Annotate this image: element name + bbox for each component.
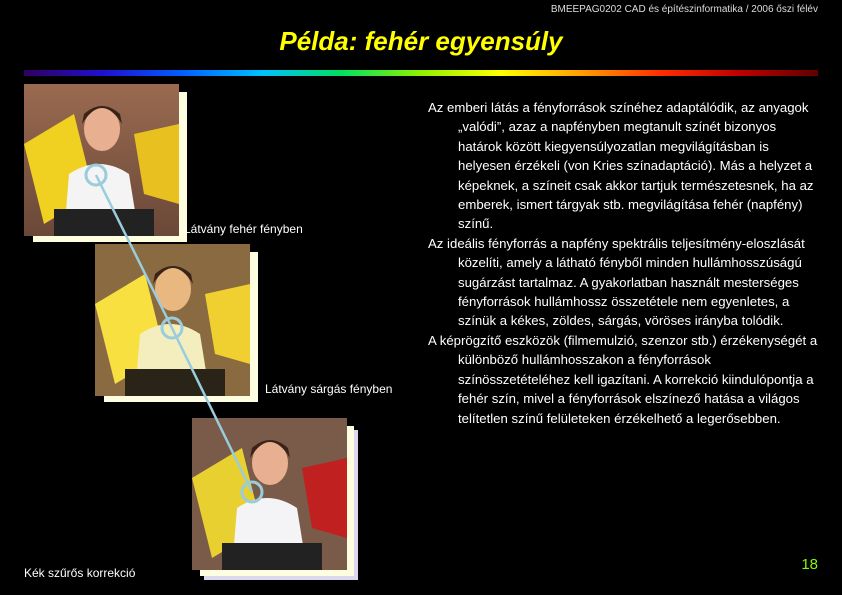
paragraph: A képrögzítő eszközök (filmemulzió, szenzor stb.) érzékenységét a különböző hullámhosszakon a fényforrások színösszetételéhez kell igazítani. A korrekció kiindulópontja a fehér szín, mivel a fényforrások elszínező hatása a világos telítetlen színű felületeken érzékelhető a legerősebben.: [428, 332, 818, 426]
connector-line: [172, 328, 252, 492]
course-header: BMEEPAG0202 CAD és építészinformatika / 2006 őszi félév: [550, 4, 818, 15]
photo-label-blue: Kék szűrős korrekció: [24, 566, 136, 580]
body-text: [428, 98, 822, 428]
photo-label-yellow: Látvány sárgás fényben: [265, 382, 393, 396]
paragraph: Az emberi látás a fényforrások színéhez adaptálódik, az anyagok „valódi”, azaz a napfényben megtanult színét bizonyos határok között kiegyensúlyozatlan megvilágításban is helyesen érzékeli (von Kries színadaptáció). Más a helyzet a képeknek, a színeit csak akkor tartjuk természetesnek, ha az emberek, ismert tárgyak stb. megvilágítása fehér (napfény) színű.: [428, 100, 814, 232]
photo-label-white: Látvány fehér fényben: [184, 222, 303, 236]
paragraph: Az ideális fényforrás a napfény spektrális teljesítmény-eloszlását közelíti, amely a látható fényből minden hullámhosszúságú sugárzást tartalmaz. A gyakorlatban használt mesterséges fényforrások hullámhossz összetétele nem egyenletes, a színük a kékes, zöldes, sárgás, vöröses irányba tolódik.: [428, 235, 805, 329]
slide-title: Példa: fehér egyensúly: [279, 26, 563, 56]
page-number: 18: [801, 556, 818, 573]
connector-line: [96, 175, 172, 328]
